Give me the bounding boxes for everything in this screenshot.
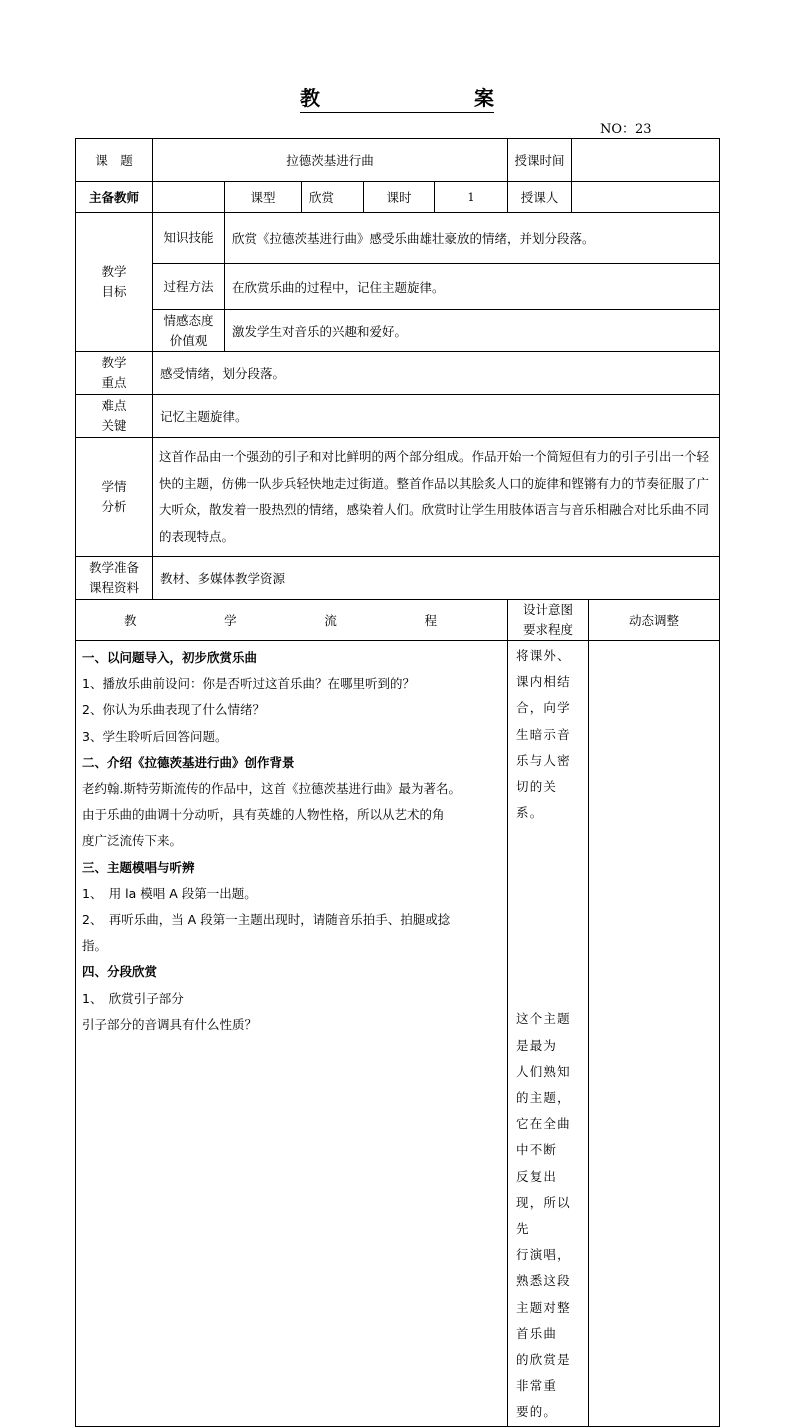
analysis-label-line1: 学情 — [101, 479, 127, 494]
objective-process-text: 在欣赏乐曲的过程中，记住主题旋律。 — [225, 264, 720, 310]
lesson-type-label: 课型 — [225, 182, 302, 213]
analysis-text: 这首作品由一个强劲的引子和对比鲜明的两个部分组成。作品开始一个简短但有力的引子引出一个轻快的主题，仿佛一队步兵轻快地走过街道。整首作品以其脍炙人口的旋律和铿锵有力的节奏征服了广大听众，散发着一股热烈的情绪，感染着人们。欣赏时让学生用肢体语言与音乐相融合对比乐曲不同的表现特点。 — [153, 438, 720, 557]
intent-line: 它在全曲中不断 — [516, 1116, 571, 1158]
process-line: 一、以问题导入，初步欣赏乐曲 — [82, 650, 258, 665]
lecturer-value[interactable] — [572, 182, 720, 213]
process-line: 1、 用 la 模唱 A 段第一出题。 — [82, 885, 257, 901]
lecturer-label: 授课人 — [508, 182, 572, 213]
design-intent-content — [508, 641, 589, 1427]
preparation-label-line1: 教学准备 — [88, 560, 139, 575]
process-line: 二、介绍《拉德茨基进行曲》创作背景 — [82, 754, 295, 770]
key-points-label-line1: 教学 — [101, 355, 127, 370]
key-points-label-line2: 重点 — [101, 375, 127, 390]
intent-line: 将课外、课内相结 — [516, 648, 571, 690]
objective-emotion-label — [153, 310, 225, 352]
key-points-label — [76, 352, 153, 395]
process-line: 2、 再听乐曲，当 A 段第一主题出现时，请随音乐拍手、拍腿或捻 — [82, 912, 451, 928]
design-intent-header-line1: 设计意图 — [522, 602, 573, 617]
difficulties-label-line1: 难点 — [101, 398, 127, 413]
design-intent-header-line2: 要求程度 — [522, 622, 573, 637]
lead-teacher-value[interactable] — [153, 182, 225, 213]
difficulties-label — [76, 395, 153, 438]
preparation-row — [76, 557, 720, 600]
objective-emotion-text: 激发学生对音乐的兴趣和爱好。 — [225, 310, 720, 352]
preparation-label-line2: 课程资料 — [88, 580, 139, 595]
intent-line: 要的。 — [516, 1404, 558, 1420]
analysis-row — [76, 438, 720, 557]
difficulties-row — [76, 395, 720, 438]
lesson-type-value: 欣赏 — [302, 182, 364, 213]
intent-line: 系。 — [516, 805, 544, 821]
objective-emotion-label-line2: 价值观 — [169, 332, 208, 348]
topic-label: 课 题 — [76, 139, 153, 182]
document-number: NO：23 — [600, 122, 652, 137]
objective-row-emotion — [76, 310, 720, 352]
objective-process-label — [153, 264, 225, 310]
key-points-text: 感受情绪，划分段落。 — [153, 352, 720, 395]
process-line: 老约翰.斯特劳斯流传的作品中，这首《拉德茨基进行曲》最为著名。 — [82, 781, 461, 797]
process-line: 四、分段欣赏 — [82, 964, 158, 980]
objective-knowledge-label — [153, 213, 225, 264]
process-line: 2、你认为乐曲表现了什么情绪？ — [82, 702, 265, 718]
teacher-row — [76, 182, 720, 213]
topic-value: 拉德茨基进行曲 — [153, 139, 508, 182]
intent-line: 行演唱，熟悉这段 — [516, 1247, 571, 1289]
objective-knowledge-label-text: 知识技能 — [163, 230, 214, 245]
intent-line: 反复出现，所以先 — [516, 1168, 571, 1237]
intent-line: 的欣赏是非常重 — [516, 1352, 571, 1394]
objectives-label-line1: 教学 — [101, 264, 127, 279]
process-line: 指。 — [82, 938, 108, 954]
objective-process-label-text: 过程方法 — [163, 278, 214, 294]
objective-row-knowledge — [76, 213, 720, 264]
key-points-row — [76, 352, 720, 395]
intent-line: 合，向学生暗示音 — [516, 700, 571, 742]
process-header-char-2: 学 — [224, 613, 237, 628]
difficulties-label-line2: 关键 — [101, 418, 127, 433]
topic-row — [76, 139, 720, 182]
lesson-plan-table — [75, 138, 720, 1427]
process-line: 1、 欣赏引子部分 — [82, 990, 184, 1006]
class-hours-value: 1 — [435, 182, 508, 213]
lead-teacher-label: 主备教师 — [76, 182, 153, 213]
process-content — [76, 641, 508, 1427]
page-title-left: 教 — [300, 86, 320, 110]
class-hours-label: 课时 — [364, 182, 435, 213]
objective-knowledge-text: 欣赏《拉德茨基进行曲》感受乐曲雄壮豪放的情绪，并划分段落。 — [225, 213, 720, 264]
process-body-row — [76, 641, 720, 1427]
design-intent-header — [508, 600, 589, 641]
dynamic-adjust-header: 动态调整 — [589, 600, 720, 641]
intent-line: 乐与人密切的关 — [516, 752, 571, 795]
page-title-right: 案 — [474, 86, 494, 110]
process-header-char-1: 教 — [124, 613, 137, 628]
intent-line: 主题对整首乐曲 — [516, 1299, 571, 1341]
process-header-char-4: 程 — [424, 613, 437, 628]
objectives-label — [76, 213, 153, 352]
analysis-label — [76, 438, 153, 557]
objectives-label-line2: 目标 — [101, 284, 127, 299]
difficulties-text: 记忆主题旋律。 — [153, 395, 720, 438]
dynamic-adjust-content[interactable] — [589, 641, 720, 1427]
preparation-label — [76, 557, 153, 600]
process-line: 由于乐曲的曲调十分动听，具有英雄的人物性格，所以从艺术的角 — [82, 807, 445, 823]
process-line: 1、播放乐曲前设问：你是否听过这首乐曲？在哪里听到的？ — [82, 676, 415, 692]
objective-row-process — [76, 264, 720, 310]
intent-line: 人们熟知的主题， — [516, 1063, 571, 1106]
preparation-text: 教材、多媒体教学资源 — [153, 557, 720, 600]
process-header-row — [76, 600, 720, 641]
page-title — [300, 84, 494, 113]
analysis-label-line2: 分析 — [101, 499, 127, 514]
class-time-value[interactable] — [572, 139, 720, 182]
process-line: 三、主题模唱与听辨 — [82, 859, 195, 875]
objective-emotion-label-line1: 情感态度 — [163, 312, 214, 328]
intent-line: 这个主题是最为 — [516, 1011, 571, 1053]
process-line: 引子部分的音调具有什么性质？ — [82, 1016, 258, 1032]
process-header — [76, 600, 508, 641]
class-time-label: 授课时间 — [508, 139, 572, 182]
process-line: 度广泛流传下来。 — [82, 833, 183, 849]
process-line: 3、学生聆听后回答问题。 — [82, 728, 228, 744]
process-header-char-3: 流 — [324, 613, 337, 628]
